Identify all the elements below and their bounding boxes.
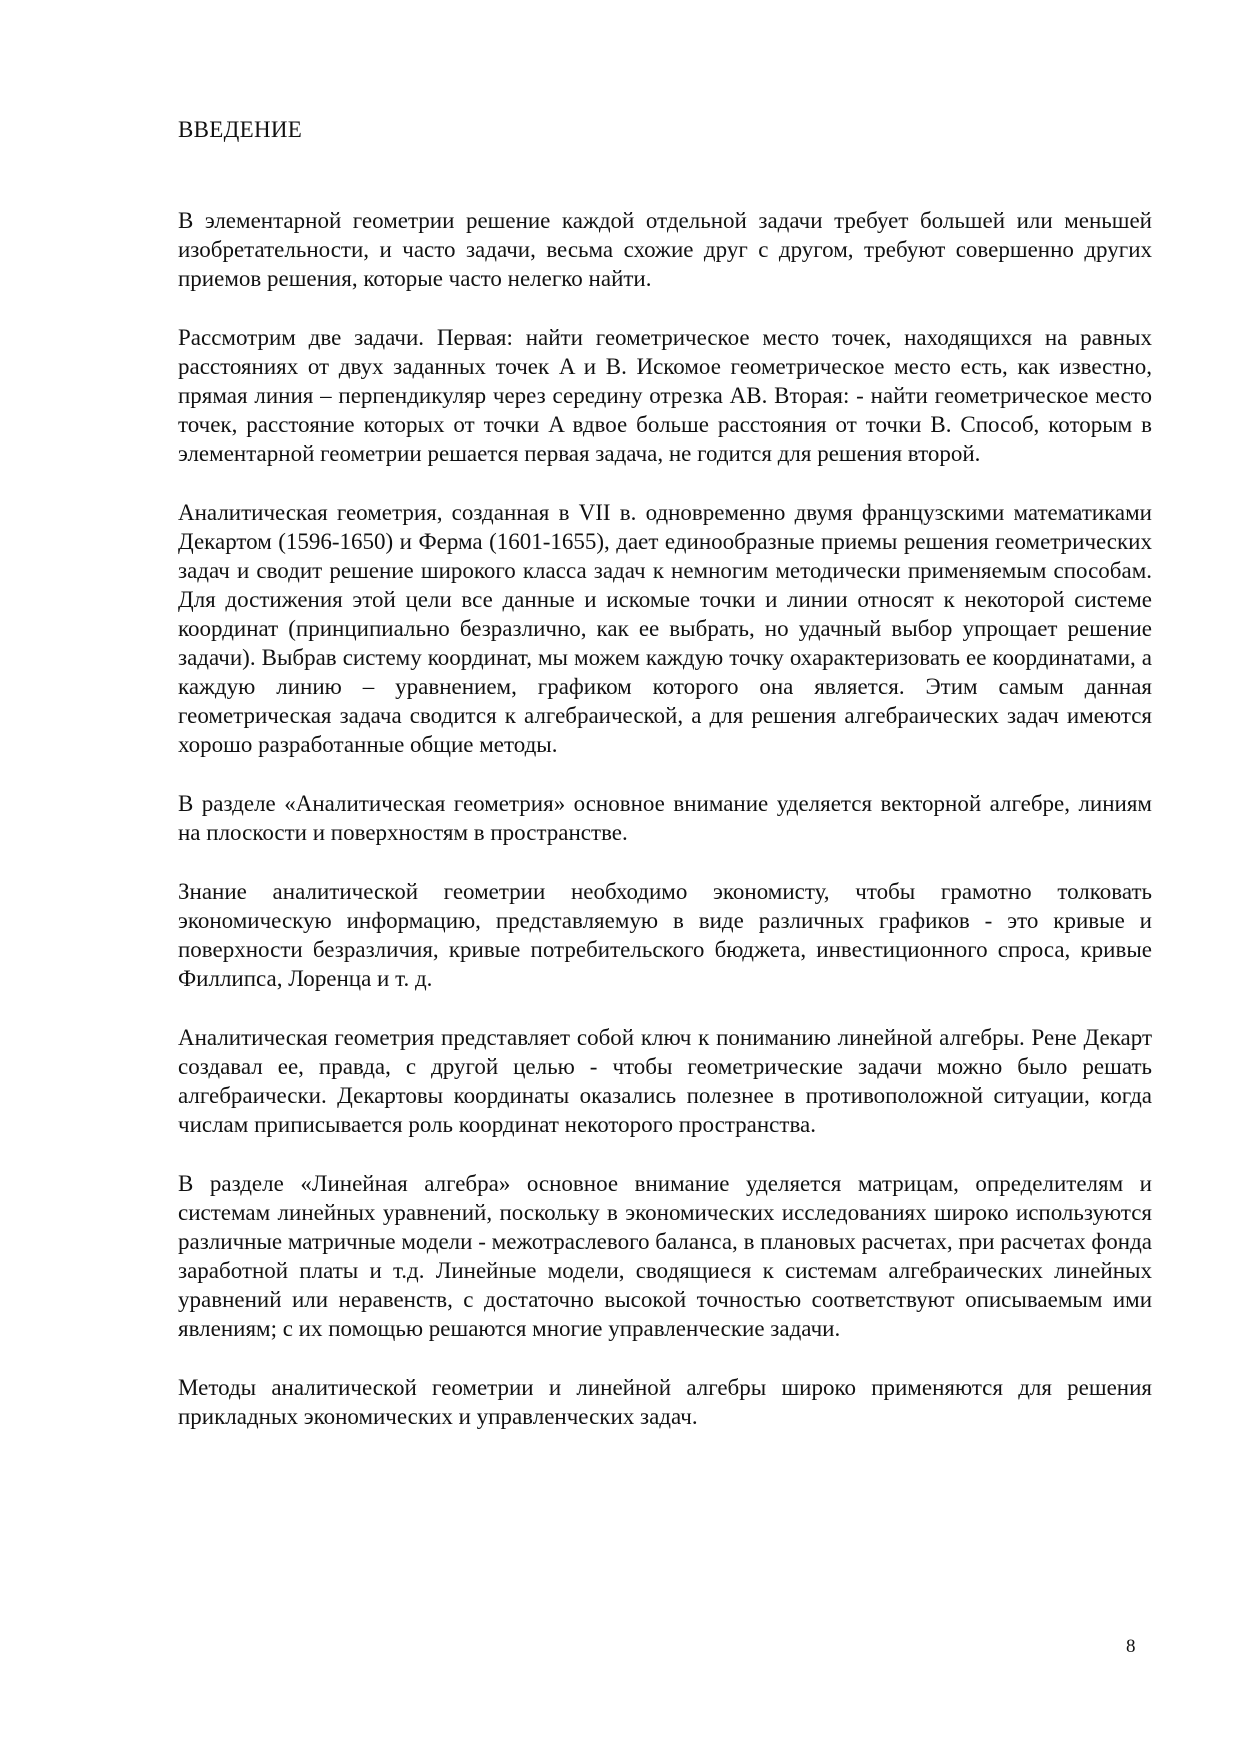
- paragraph-7: В разделе «Линейная алгебра» основное внимание уделяется матрицам, определителям и системам линейных уравнений, поскольку в экономических исследованиях широко используются различные матричные модели - межотраслевого баланса, в плановых расчетах, при расчетах фонда заработной платы и т.д. Линейные модели, сводящиеся к системам алгебраических линейных уравнений или неравенств, с достаточно высокой точностью соответствуют описываемым ими явлениям; с их помощью решаются многие управленческие задачи.: [178, 1171, 1152, 1341]
- paragraph-3: Аналитическая геометрия, созданная в VII в. одновременно двумя французскими математиками Декартом (1596-1650) и Ферма (1601-1655), дает единообразные приемы решения геометрических задач и сводит решение широкого класса задач к немногим методически применяемым способам. Для достижения этой цели все данные и искомые точки и линии относят к некоторой системе координат (принципиально безразлично, как ее выбрать, но удачный выбор упрощает решение задачи). Выбрав систему координат, мы можем каждую точку охарактеризовать ее координатами, а каждую линию – уравнением, графиком которого она является. Этим самым данная геометрическая задача сводится к алгебраической, а для решения алгебраических задач имеются хорошо разработанные общие методы.: [178, 500, 1152, 757]
- paragraph-8: Методы аналитической геометрии и линейной алгебры широко применяются для решения прикладных экономических и управленческих задач.: [178, 1375, 1152, 1429]
- paragraph-1: В элементарной геометрии решение каждой отдельной задачи требует большей или меньшей изобретательности, и часто задачи, весьма схожие друг с другом, требуют совершенно других приемов решения, которые часто нелегко найти.: [178, 208, 1152, 291]
- paragraph-5: Знание аналитической геометрии необходимо экономисту, чтобы грамотно толковать экономическую информацию, представляемую в виде различных графиков - это кривые и поверхности безразличия, кривые потребительского бюджета, инвестиционного спроса, кривые Филлипса, Лоренца и т. д.: [178, 879, 1152, 991]
- paragraph-4: В разделе «Аналитическая геометрия» основное внимание уделяется векторной алгебре, линиям на плоскости и поверхностям в пространстве.: [178, 791, 1152, 845]
- body-text: [178, 206, 1152, 1461]
- page-number: 8: [1126, 1636, 1136, 1657]
- section-title: ВВЕДЕНИЕ: [178, 117, 303, 142]
- paragraph-6: Аналитическая геометрия представляет собой ключ к пониманию линейной алгебры. Рене Декарт создавал ее, правда, с другой целью - чтобы геометрические задачи можно было решать алгебраически. Декартовы координаты оказались полезнее в противоположной ситуации, когда числам приписывается роль координат некоторого пространства.: [178, 1025, 1152, 1137]
- paragraph-2: Рассмотрим две задачи. Первая: найти геометрическое место точек, находящихся на равных расстояниях от двух заданных точек A и B. Искомое геометрическое место есть, как известно, прямая линия – перпендикуляр через середину отрезка AB. Вторая: - найти геометрическое место точек, расстояние которых от точки A вдвое больше расстояния от точки B. Способ, которым в элементарной геометрии решается первая задача, не годится для решения второй.: [178, 325, 1152, 466]
